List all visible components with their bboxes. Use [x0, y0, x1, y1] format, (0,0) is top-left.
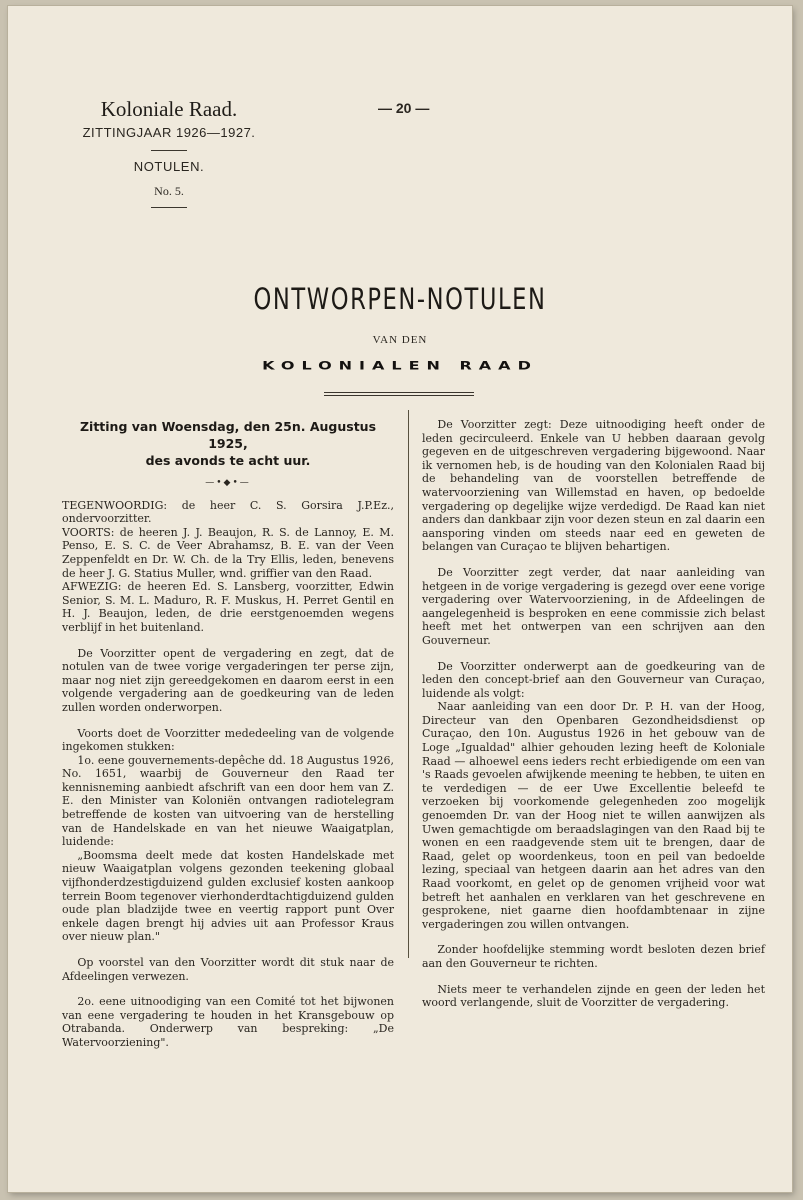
paragraph: De Voorzitter onderwerpt aan de goedkeuring van de leden den concept-brief aan den Gouverneur van Curaçao, luidende als volgt:: [422, 659, 765, 700]
masthead: [64, 96, 274, 208]
right-column: [422, 418, 765, 1010]
council-name-banner: KOLONIALEN RAAD: [262, 358, 538, 373]
paragraph: De Voorzitter opent de vergadering en zegt, dat de notulen van de twee vorige vergaderingen ter perse zijn, maar nog niet zijn gereedgekomen en daarom eerst in een volgende vergadering aan de goedkeuring van de leden zullen worden onderworpen.: [62, 646, 394, 714]
main-title: ONTWORPEN-NOTULEN: [253, 282, 547, 316]
meeting-heading: [62, 418, 394, 469]
council-title: Koloniale Raad.: [100, 97, 238, 121]
paragraph: De Voorzitter zegt verder, dat naar aanleiding van hetgeen in de vorige vergadering is gezegd over eene vorige vergadering over Watervoorziening, in de Afdeelingen de aangelegenheid is besproken en eene commissie zich belast heeft met het ontwerpen van een schrijven aan den Gouverneur.: [422, 565, 765, 647]
paragraph: TEGENWOORDIG: de heer C. S. Gorsira J.P.Ez., ondervoorzitter.: [62, 498, 394, 526]
session-year: ZITTINGJAAR 1926—1927.: [82, 125, 256, 140]
paragraph: VOORTS: de heeren J. J. Beaujon, R. S. de Lannoy, E. M. Penso, E. S. C. de Veer Abrahamsz, B. E. van der Veen Zeppenfeldt en Dr. W. Ch. de la Try Ellis, leden, benevens de heer J. G. Statius Muller, wnd. griffier van den Raad.: [62, 525, 394, 580]
left-column: [62, 418, 394, 1050]
ornament-divider: —•◆•—: [205, 478, 251, 488]
paragraph: De Voorzitter zegt: Deze uitnoodiging heeft onder de leden gecirculeerd. Enkele van U hebben daaraan gevolg gegeven en de uitgeschreven vergadering bijgewoond. Naar ik vernomen heb, is de houding van den Kolonialen Raad bij de behandeling van de voorstellen betreffende de watervoorziening van Willemstad en haven, op bedoelde vergadering op degelijke wijze verdedigd. De Raad kan niet anders dan dankbaar zijn voor dezen steun en zal daarin een aansporing vinden om steeds naar eed en geweten de belangen van Curaçao te blijven behartigen.: [422, 418, 765, 554]
document-page: [8, 6, 792, 1192]
paragraph: Niets meer te verhandelen zijnde en geen der leden het woord verlangende, sluit de Voorzitter de vergadering.: [422, 982, 765, 1010]
van-den-label: VAN DEN: [372, 334, 428, 346]
paragraph: AFWEZIG: de heeren Ed. S. Lansberg, voorzitter, Edwin Senior, S. M. L. Maduro, R. F. Muskus, H. Perret Gentil en H. J. Beaujon, leden, de drie eerstgenoemden wegens verblijf in het buitenland.: [62, 580, 394, 634]
notulen-label: NOTULEN.: [133, 159, 205, 174]
title-double-rule: [324, 392, 474, 396]
meeting-date: Zitting van Woensdag, den 25n. Augustus 1925,: [79, 419, 377, 451]
column-divider: [408, 410, 409, 958]
page-number: — 20 —: [378, 100, 430, 116]
masthead-divider: [151, 150, 187, 151]
paragraph: Zonder hoofdelijke stemming wordt besloten dezen brief aan den Gouverneur te richten.: [422, 943, 765, 970]
paragraph: Op voorstel van den Voorzitter wordt dit stuk naar de Afdeelingen verwezen.: [62, 956, 394, 983]
letter-text: Naar aanleiding van een door Dr. P. H. van der Hoog, Directeur van den Openbaren Gezondheidsdienst op Curaçao, den 10n. Augustus 1926 in het gebouw van de Loge „Igualdad" alhier gehouden lezing heeft de Koloniale Raad — alhoewel eens ieders recht erbiedigende om een van 's Raads gevoelen afwijkende meening te hebben, te uiten en te verdedigen — de eer Uwe Excellentie beleefd te verzoeken bij voorkomende gelegenheden zoo mogelijk genoemden Dr. van der Hoog niet te willen aanwijzen als Uwen gemachtigde om beraadslagingen van den Raad bij te wonen en een raadgevende stem uit te brengen, daar de Raad, gelet op woordenkeus, toon en peil van bedoelde lezing, speciaal van hetgeen daarin aan het adres van den Raad voorkomt, en gelet op de genomen vrijheid voor wat betreft het aanhalen en verklaren van het geschrevene en gesprokene, niet gaarne dien hoofdambtenaar in zijne vergaderingen zou willen ontvangen.: [422, 700, 765, 931]
issue-number: No. 5.: [154, 184, 184, 198]
meeting-time: des avonds te acht uur.: [145, 453, 311, 468]
paragraph: Voorts doet de Voorzitter mededeeling van de volgende ingekomen stukken:: [62, 726, 394, 754]
paragraph: 2o. eene uitnoodiging van een Comité tot het bijwonen van eene vergadering te houden in het Kransgebouw op Otrabanda. Onderwerp van bespreking: „De Watervoorziening".: [62, 995, 394, 1049]
masthead-divider-2: [151, 207, 187, 208]
paragraph: „Boomsma deelt mede dat kosten Handelskade met nieuw Waaigatplan volgens gezonden teekening globaal vijfhonderdzestigduizend gulden exclusief kosten aankoop terrein Boom tegenover vierhonderdtachtigduizend gulden oude plan bladzijde twee en veertig rapport punt Over enkele dagen brengt hij advies uit aan Professor Kraus over nieuw plan.": [62, 848, 394, 944]
paragraph: 1o. eene gouvernements-depêche dd. 18 Augustus 1926, No. 1651, waarbij de Gouverneur den Raad ter kennisneming aanbiedt afschrift van een door hem van Z. E. den Minister van Koloniën ontvangen radiotelegram betreffende de kosten van uitvoering van de herstelling van de Handelskade en van het nieuwe Waaigatplan, luidende:: [62, 753, 394, 849]
